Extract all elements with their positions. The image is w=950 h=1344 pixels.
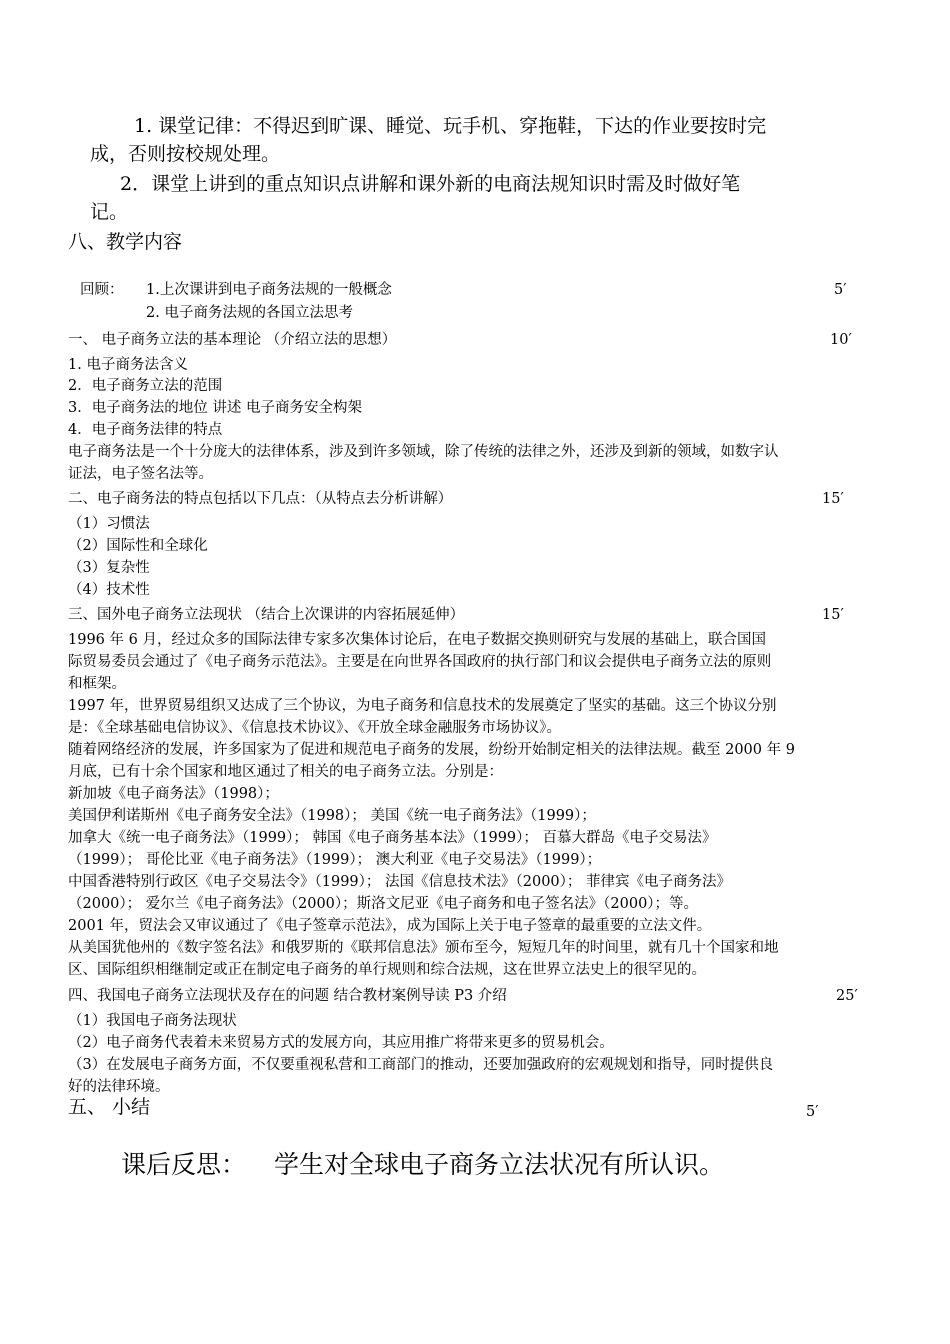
part1-item: 2．电子商务立法的范围: [68, 378, 223, 394]
part1-desc-line: 电子商务法是一个十分庞大的法律体系，涉及到许多领域，除了传统的法律之外，还涉及到新的领域，如数字认: [68, 444, 779, 460]
part3-time: 15′: [822, 607, 844, 623]
part1-title: 一、 电子商务立法的基本理论 （介绍立法的思想）: [68, 332, 397, 348]
part5-title: 五、 小结: [68, 1096, 151, 1118]
part4-line: （1）我国电子商务法现状: [68, 1013, 237, 1029]
part3-line: 和框架。: [68, 676, 126, 692]
part3-line: 2001 年，贸法会又审议通过了《电子签章示范法》，成为国际上关于电子签章的最重要的立法文件。: [68, 918, 712, 934]
review-label: 回顾：: [80, 282, 124, 298]
part3-line: 1997 年，世界贸易组织又达成了三个协议，为电子商务和信息技术的发展奠定了坚实的基础。这三个协议分别: [68, 698, 777, 714]
rule-line-1: 1. 课堂记律：不得迟到旷课、睡觉、玩手机、穿拖鞋，下达的作业要按时完: [134, 115, 767, 137]
part3-line: 随着网络经济的发展，许多国家为了促进和规范电子商务的发展，纷纷开始制定相关的法律法规。截至 2000 年 9: [68, 742, 795, 758]
part5-time: 5′: [806, 1104, 819, 1120]
part1-item: 3．电子商务法的地位 讲述 电子商务安全构架: [68, 400, 362, 416]
part3-line: 区、国际组织相继制定或正在制定电子商务的单行规则和综合法规，这在世界立法史上的很罕见的。: [68, 962, 706, 978]
part3-line: 是：《全球基础电信协议》、《信息技术协议》、《开放全球金融服务市场协议》。: [68, 720, 561, 736]
part3-line: （2000）； 爱尔兰《电子商务法》（2000）；斯洛文尼亚《电子商务和电子签名法》（2000）；等。: [68, 896, 699, 912]
part1-item: 1. 电子商务法含义: [68, 357, 188, 373]
part3-line: 从美国犹他州的《数字签名法》和俄罗斯的《联邦信息法》颁布至今，短短几年的时间里，就有几十个国家和地: [68, 940, 779, 956]
part3-line: 中国香港特别行政区《电子交易法令》（1999）； 法国《信息技术法》（2000）； 菲律宾《电子商务法》: [68, 874, 732, 890]
part3-line: 际贸易委员会通过了《电子商务示范法》。主要是在向世界各国政府的执行部门和议会提供电子商务立法的原则: [68, 654, 772, 670]
part3-line: 加拿大《统一电子商务法》（1999）； 韩国《电子商务基本法》（1999）； 百慕大群岛《电子交易法》: [68, 830, 717, 846]
part1-desc-line: 证法，电子签名法等。: [68, 466, 213, 482]
part3-title: 三、国外电子商务立法现状 （结合上次课讲的内容拓展延伸）: [68, 607, 465, 623]
part4-line: 好的法律环境。: [68, 1079, 170, 1095]
part2-item: （3）复杂性: [68, 560, 150, 576]
part3-line: 1996 年 6 月，经过众多的国际法律专家多次集体讨论后，在电子数据交换则研究与发展的基础上，联合国国: [68, 632, 766, 648]
part3-line: 月底，已有十余个国家和地区通过了相关的电子商务立法。分别是：: [68, 764, 503, 780]
part3-line: 美国伊利诺斯州《电子商务安全法》（1998）； 美国《统一电子商务法》（1999）；: [68, 808, 596, 824]
review-time: 5′: [834, 282, 847, 298]
part1-item: 4．电子商务法律的特点: [68, 422, 223, 438]
part2-item: （4）技术性: [68, 582, 150, 598]
part4-time: 25′: [836, 988, 858, 1004]
part2-title: 二、电子商务法的特点包括以下几点：（从特点去分析讲解）: [68, 491, 453, 507]
review-item-1: 1.上次课讲到电子商务法规的一般概念: [146, 282, 392, 298]
part2-item: （2）国际性和全球化: [68, 538, 208, 554]
rule-line-2: 成，否则按校规处理。: [90, 143, 281, 165]
part1-time: 10′: [830, 332, 852, 348]
part2-time: 15′: [822, 491, 844, 507]
part3-line: （1999）； 哥伦比亚《电子商务法》（1999）； 澳大利亚《电子交易法》（1999）；: [68, 852, 602, 868]
rule-line-4: 记。: [90, 201, 129, 223]
part4-line: （2）电子商务代表着未来贸易方式的发展方向，其应用推广将带来更多的贸易机会。: [68, 1035, 614, 1051]
part4-title: 四、我国电子商务立法现状及存在的问题 结合教材案例导读 P3 介绍: [68, 988, 507, 1004]
section-heading: 八、教学内容: [68, 231, 183, 253]
part2-item: （1）习惯法: [68, 516, 150, 532]
part4-line: （3）在发展电子商务方面，不仅要重视私营和工商部门的推动，还要加强政府的宏观规划和指导，同时提供良: [68, 1057, 774, 1073]
reflection-label: 课后反思：: [121, 1150, 247, 1179]
reflection-text: 学生对全球电子商务立法状况有所认识。: [274, 1150, 725, 1179]
rule-line-3: 2．课堂上讲到的重点知识点讲解和课外新的电商法规知识时需及时做好笔: [120, 173, 741, 195]
part3-line: 新加坡《电子商务法》（1998）；: [68, 786, 279, 802]
review-item-2: 2. 电子商务法规的各国立法思考: [146, 305, 353, 321]
